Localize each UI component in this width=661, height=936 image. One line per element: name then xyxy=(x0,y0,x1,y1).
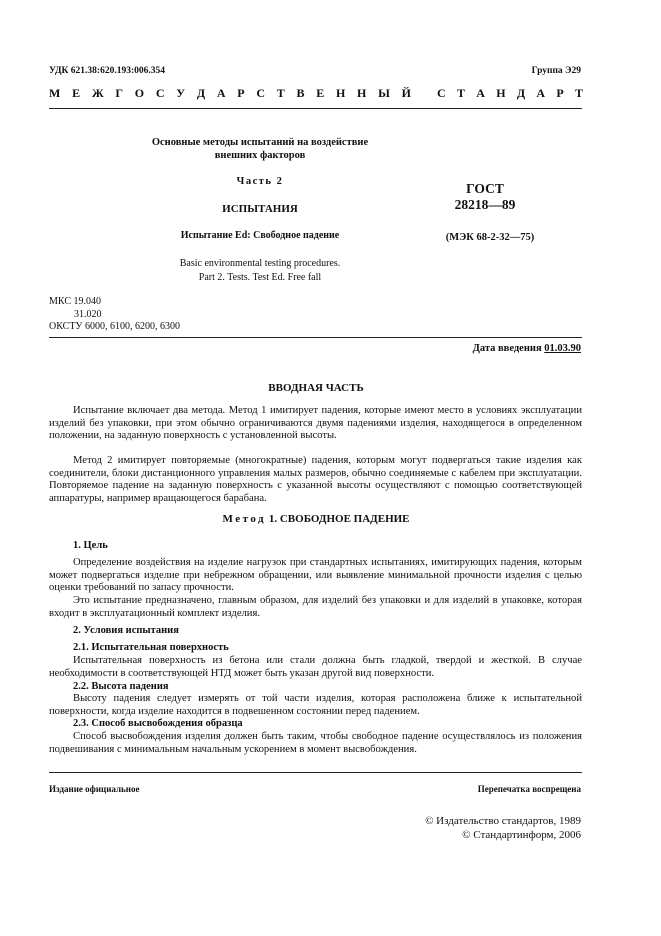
english-title xyxy=(110,257,410,285)
banner-word-1: М Е Ж Г О С У Д А Р С Т В Е Н Н Ы Й xyxy=(49,86,411,100)
gost-number: 28218—89 xyxy=(454,197,516,212)
mks-code-1: МКС 19.040 xyxy=(49,296,101,307)
gost-designation xyxy=(425,181,545,213)
title-test-name: Испытание Ed: Свободное падение xyxy=(180,230,340,241)
section-1-paragraph-2: Это испытание предназначено, главным образом, для изделий без упаковки и для изделий в упаковке, которая входит в эксплуатационный комплект изделия. xyxy=(49,595,582,619)
interstate-standard-banner xyxy=(49,86,583,101)
copyright-2: © Стандартинформ, 2006 xyxy=(462,829,581,841)
intro-paragraph-2: Метод 2 имитирует повторяемые (многократные) падения, которым могут подвергаться такие изделия как соединители, блоки дистанционного управления малых размеров, обычно соединяемые с кабелем при эксплуатации. Повторяемое падение на заданную поверхность с указанной высоты осуществляют с помощью соответствующей аппаратуры, например вращающегося барабана. xyxy=(49,455,582,504)
classification-codes xyxy=(49,296,180,334)
section-2-1-paragraph: Испытательная поверхность из бетона или стали должна быть гладкой, твердой и жесткой. В случае необходимости в соответствующей НТД может быть указан другой вид поверхности. xyxy=(49,655,582,679)
copyright-1: © Издательство стандартов, 1989 xyxy=(425,815,581,827)
footer-rule xyxy=(49,772,582,773)
title-line-2: внешних факторов xyxy=(214,150,306,161)
title-part: Часть 2 xyxy=(236,176,284,187)
method-prefix: Метод xyxy=(222,513,267,525)
section-1-paragraph-1: Определение воздействия на изделие нагрузок при стандартных испытаниях, имитирующих падения, которым может подвергаться изделие при небрежном обращении, или выявление минимальной прочности изделия с целью оценки требований по запасу прочности. xyxy=(49,557,582,594)
header-rule xyxy=(49,108,582,109)
section-2-heading: 2. Условия испытания xyxy=(73,625,179,636)
mks-code-2: 31.020 xyxy=(74,308,102,320)
okstu-code: ОКСТУ 6000, 6100, 6200, 6300 xyxy=(49,321,181,332)
section-2-2-paragraph: Высоту падения следует измерять от той части изделия, которая расположена ближе к испытательной поверхности, когда изделие находится в подвешенном состоянии перед падением. xyxy=(49,693,582,717)
official-edition: Издание официальное xyxy=(49,784,140,794)
iec-reference: (МЭК 68-2-32—75) xyxy=(445,232,535,243)
gost-label: ГОСТ xyxy=(466,181,504,196)
udk-code: УДК 621.38:620.193:006.354 xyxy=(49,66,166,76)
date-label: Дата введения xyxy=(472,343,542,354)
section-2-2-heading: 2.2. Высота падения xyxy=(73,681,169,692)
english-title-line-1: Basic environmental testing procedures. xyxy=(179,258,341,269)
title-line-1: Основные методы испытаний на воздействие xyxy=(151,137,369,148)
banner-word-2: С Т А Н Д А Р Т xyxy=(437,86,583,100)
group-code: Группа Э29 xyxy=(531,66,581,76)
method-1-heading xyxy=(49,513,583,525)
section-2-3-paragraph: Способ высвобождения изделия должен быть таким, чтобы свободное падение осуществлялось из положения подвешивания с минимальным начальным ускорением в момент высвобождения. xyxy=(49,731,582,755)
section-1-heading: 1. Цель xyxy=(73,540,108,551)
title-tests: ИСПЫТАНИЯ xyxy=(222,203,298,215)
title-main xyxy=(110,136,410,162)
intro-paragraph-1: Испытание включает два метода. Метод 1 имитирует падения, которые имеют место в условиях эксплуатации изделий без упаковки, при этом обычно ограничиваются двумя падениями изделия, находящегося в определенном положении, на заданную поверхность с установленной высоты. xyxy=(49,405,582,442)
date-value: 01.03.90 xyxy=(544,343,581,354)
method-title: 1. СВОБОДНОЕ ПАДЕНИЕ xyxy=(266,513,410,525)
reprint-prohibited: Перепечатка воспрещена xyxy=(477,784,581,794)
section-2-3-heading: 2.3. Способ высвобождения образца xyxy=(73,718,243,729)
english-title-line-2: Part 2. Tests. Test Ed. Free fall xyxy=(198,272,322,283)
codes-rule xyxy=(49,337,582,338)
intro-heading: ВВОДНАЯ ЧАСТЬ xyxy=(268,382,364,394)
section-2-1-heading: 2.1. Испытательная поверхность xyxy=(73,642,229,653)
introduction-date xyxy=(473,343,581,354)
